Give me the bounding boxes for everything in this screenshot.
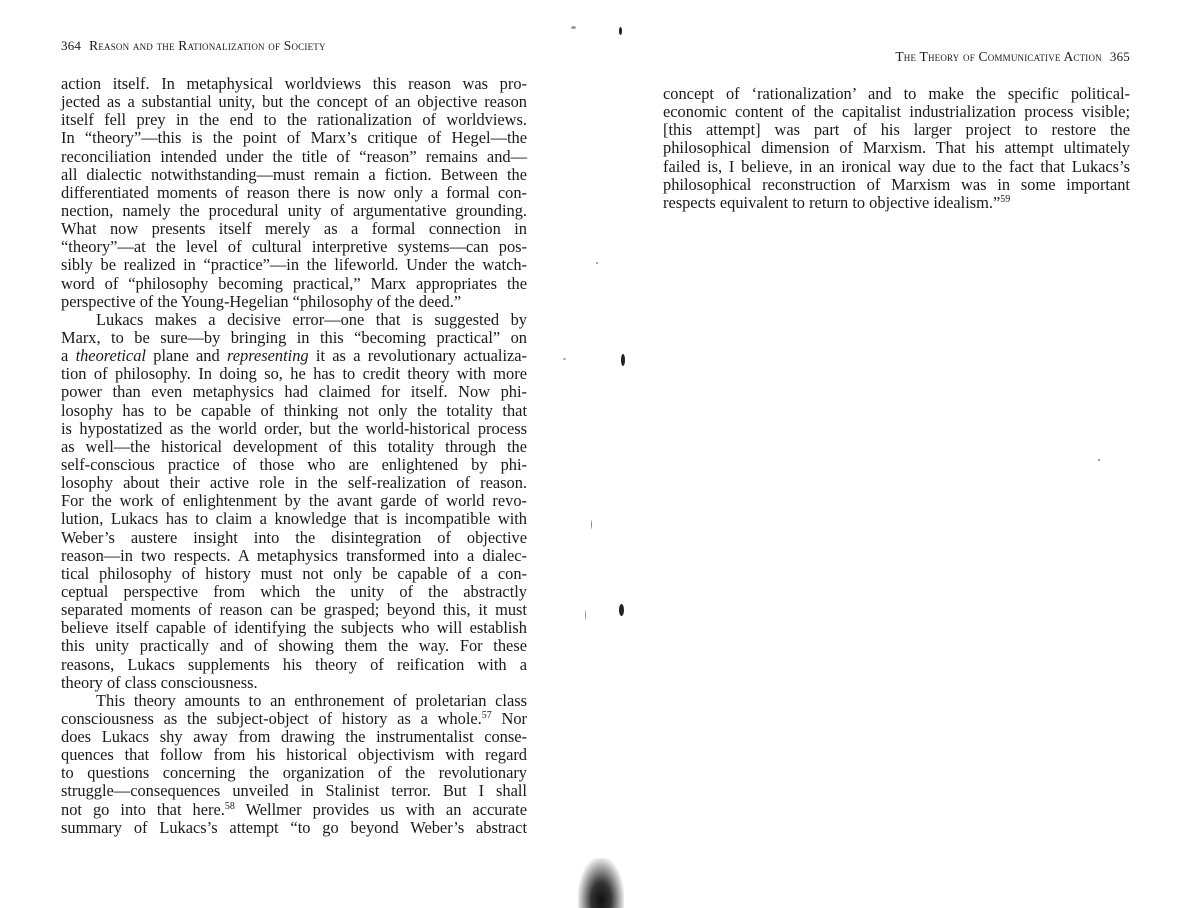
line-fragment: Wellmer provides us with an accurate (234, 799, 527, 819)
text-line: For the work of enlightenment by the avant garde of world revo- (61, 491, 527, 511)
scan-speck (591, 520, 592, 529)
line-fragment: not go into that here. (61, 799, 225, 819)
text-line: tion of philosophy. In doing so, he has to credit theory with more (61, 364, 527, 384)
text-line: failed is, I believe, in an ironical way due to the fact that Lukacs’s (663, 156, 1130, 176)
text-line: all dialectic notwithstanding—must remain a fiction. Between the (61, 164, 527, 184)
line-fragment: respects equivalent to return to objective idealism.” (663, 192, 1001, 212)
text-line: separated moments of reason can be grasped; beyond this, it must (61, 600, 527, 620)
text-line: as well—the historical development of this totality through the (61, 436, 527, 456)
text-line: this unity practically and of showing them the way. For these (61, 636, 527, 656)
text-line: philosophical reconstruction of Marxism was in some important (663, 174, 1130, 194)
text-line: In “theory”—this is the point of Marx’s critique of Hegel—the (61, 128, 527, 148)
text-line: is hypostatized as the world order, but the world-historical process (61, 418, 527, 438)
text-line-with-footnote (61, 801, 527, 819)
scan-speck (563, 358, 566, 360)
text-line: Lukacs makes a decisive error—one that is suggested by (96, 309, 527, 329)
text-line: reconciliation intended under the title of “reason” remains and— (61, 146, 527, 166)
text-line: Weber’s austere insight into the disintegration of objective (61, 527, 527, 547)
text-line: action itself. In metaphysical worldviews this reason was pro- (61, 74, 527, 93)
right-page-number: 365 (1109, 49, 1130, 64)
footnote-ref-59[interactable]: 59 (1000, 193, 1011, 205)
text-line: nection, namely the procedural unity of argumentative grounding. (61, 200, 527, 220)
scan-speck (596, 262, 598, 264)
text-line: does Lukacs shy away from drawing the instrumentalist conse- (61, 727, 527, 747)
line-fragment: consciousness as the subject-object of history as a whole. (61, 708, 482, 728)
text-line: tical philosophy of history must not only be capable of a con- (61, 563, 527, 583)
right-running-head (895, 49, 1130, 65)
text-line: reason—in two respects. A metaphysics transformed into a dialec- (61, 545, 527, 565)
text-line: to questions concerning the organization of the revolutionary (61, 763, 527, 783)
text-line: summary of Lukacs’s attempt “to go beyond Weber’s abstract (61, 817, 527, 837)
text-line: word of “philosophy becoming practical,” Marx appropriates the (61, 273, 527, 293)
text-line: theory of class consciousness. (61, 672, 258, 692)
text-line: quences that follow from his historical objectivism with regard (61, 745, 527, 765)
text-line: itself fell prey in the end to the rationalization of worldviews. (61, 110, 527, 130)
text-line: struggle—consequences unveiled in Stalinist terror. But I shall (61, 781, 527, 801)
text-line: philosophical dimension of Marxism. That his attempt ultimately (663, 138, 1130, 158)
line-fragment: a (61, 346, 76, 366)
text-line-with-footnote (663, 194, 1130, 212)
text-line: losophy about their active role in the self-realization of reason. (61, 473, 527, 493)
text-line: jected as a substantial unity, but the concept of an objective reason (61, 92, 527, 112)
text-line: ceptual perspective from which the unity of the abstractly (61, 581, 527, 601)
right-body-text (663, 85, 1130, 212)
text-line: self-conscious practice of those who are enlightened by phi- (61, 454, 527, 474)
text-line: What now presents itself merely as a formal connection in (61, 219, 527, 239)
line-fragment: Nor (491, 708, 528, 728)
text-line: losophy has to be capable of thinking not only the totality that (61, 400, 527, 420)
line-fragment: it as a revolutionary actualiza- (308, 346, 528, 366)
italic-word-theoretical: theoretical (75, 346, 146, 366)
text-line: perspective of the Young-Hegelian “philosophy of the deed.” (61, 291, 462, 311)
footnote-ref-57[interactable]: 57 (481, 709, 492, 721)
text-line: lution, Lukacs has to claim a knowledge that is incompatible with (61, 509, 527, 529)
scan-speck (571, 26, 576, 29)
italic-word-representing: representing (226, 346, 309, 366)
text-line: believe itself capable of identifying the subjects who will establish (61, 618, 527, 638)
left-page-number: 364 (61, 38, 82, 53)
text-line: sibly be realized in “practice”—in the lifeworld. Under the watch- (61, 255, 527, 275)
text-line: Marx, to be sure—by bringing in this “becoming practical” on (61, 327, 527, 347)
text-line: differentiated moments of reason there is now only a formal con- (61, 182, 527, 202)
text-line: concept of ‘rationalization’ and to make the specific political- (663, 84, 1130, 103)
text-line: This theory amounts to an enthronement of proletarian class (96, 690, 527, 710)
right-page (600, 0, 1193, 908)
scan-speck (585, 610, 586, 620)
footnote-ref-58[interactable]: 58 (224, 800, 235, 812)
text-line: [this attempt] was part of his larger project to restore the (663, 120, 1130, 140)
left-running-head-title: Reason and the Rationalization of Society (89, 38, 326, 53)
left-running-head (61, 38, 326, 54)
text-line-with-italics (61, 347, 527, 365)
text-line: reasons, Lukacs supplements his theory of reification with a (61, 654, 527, 674)
right-running-head-title: The Theory of Communicative Action (895, 49, 1102, 64)
text-line-with-footnote (61, 710, 527, 728)
left-body-text (61, 75, 527, 837)
text-line: economic content of the capitalist industrialization process visible; (663, 102, 1130, 122)
text-line: power than even metaphysics had claimed for itself. Now phi- (61, 382, 527, 402)
left-page (0, 0, 590, 908)
text-line: “theory”—at the level of cultural interpretive systems—can pos- (61, 237, 527, 257)
line-fragment: plane and (145, 346, 227, 366)
